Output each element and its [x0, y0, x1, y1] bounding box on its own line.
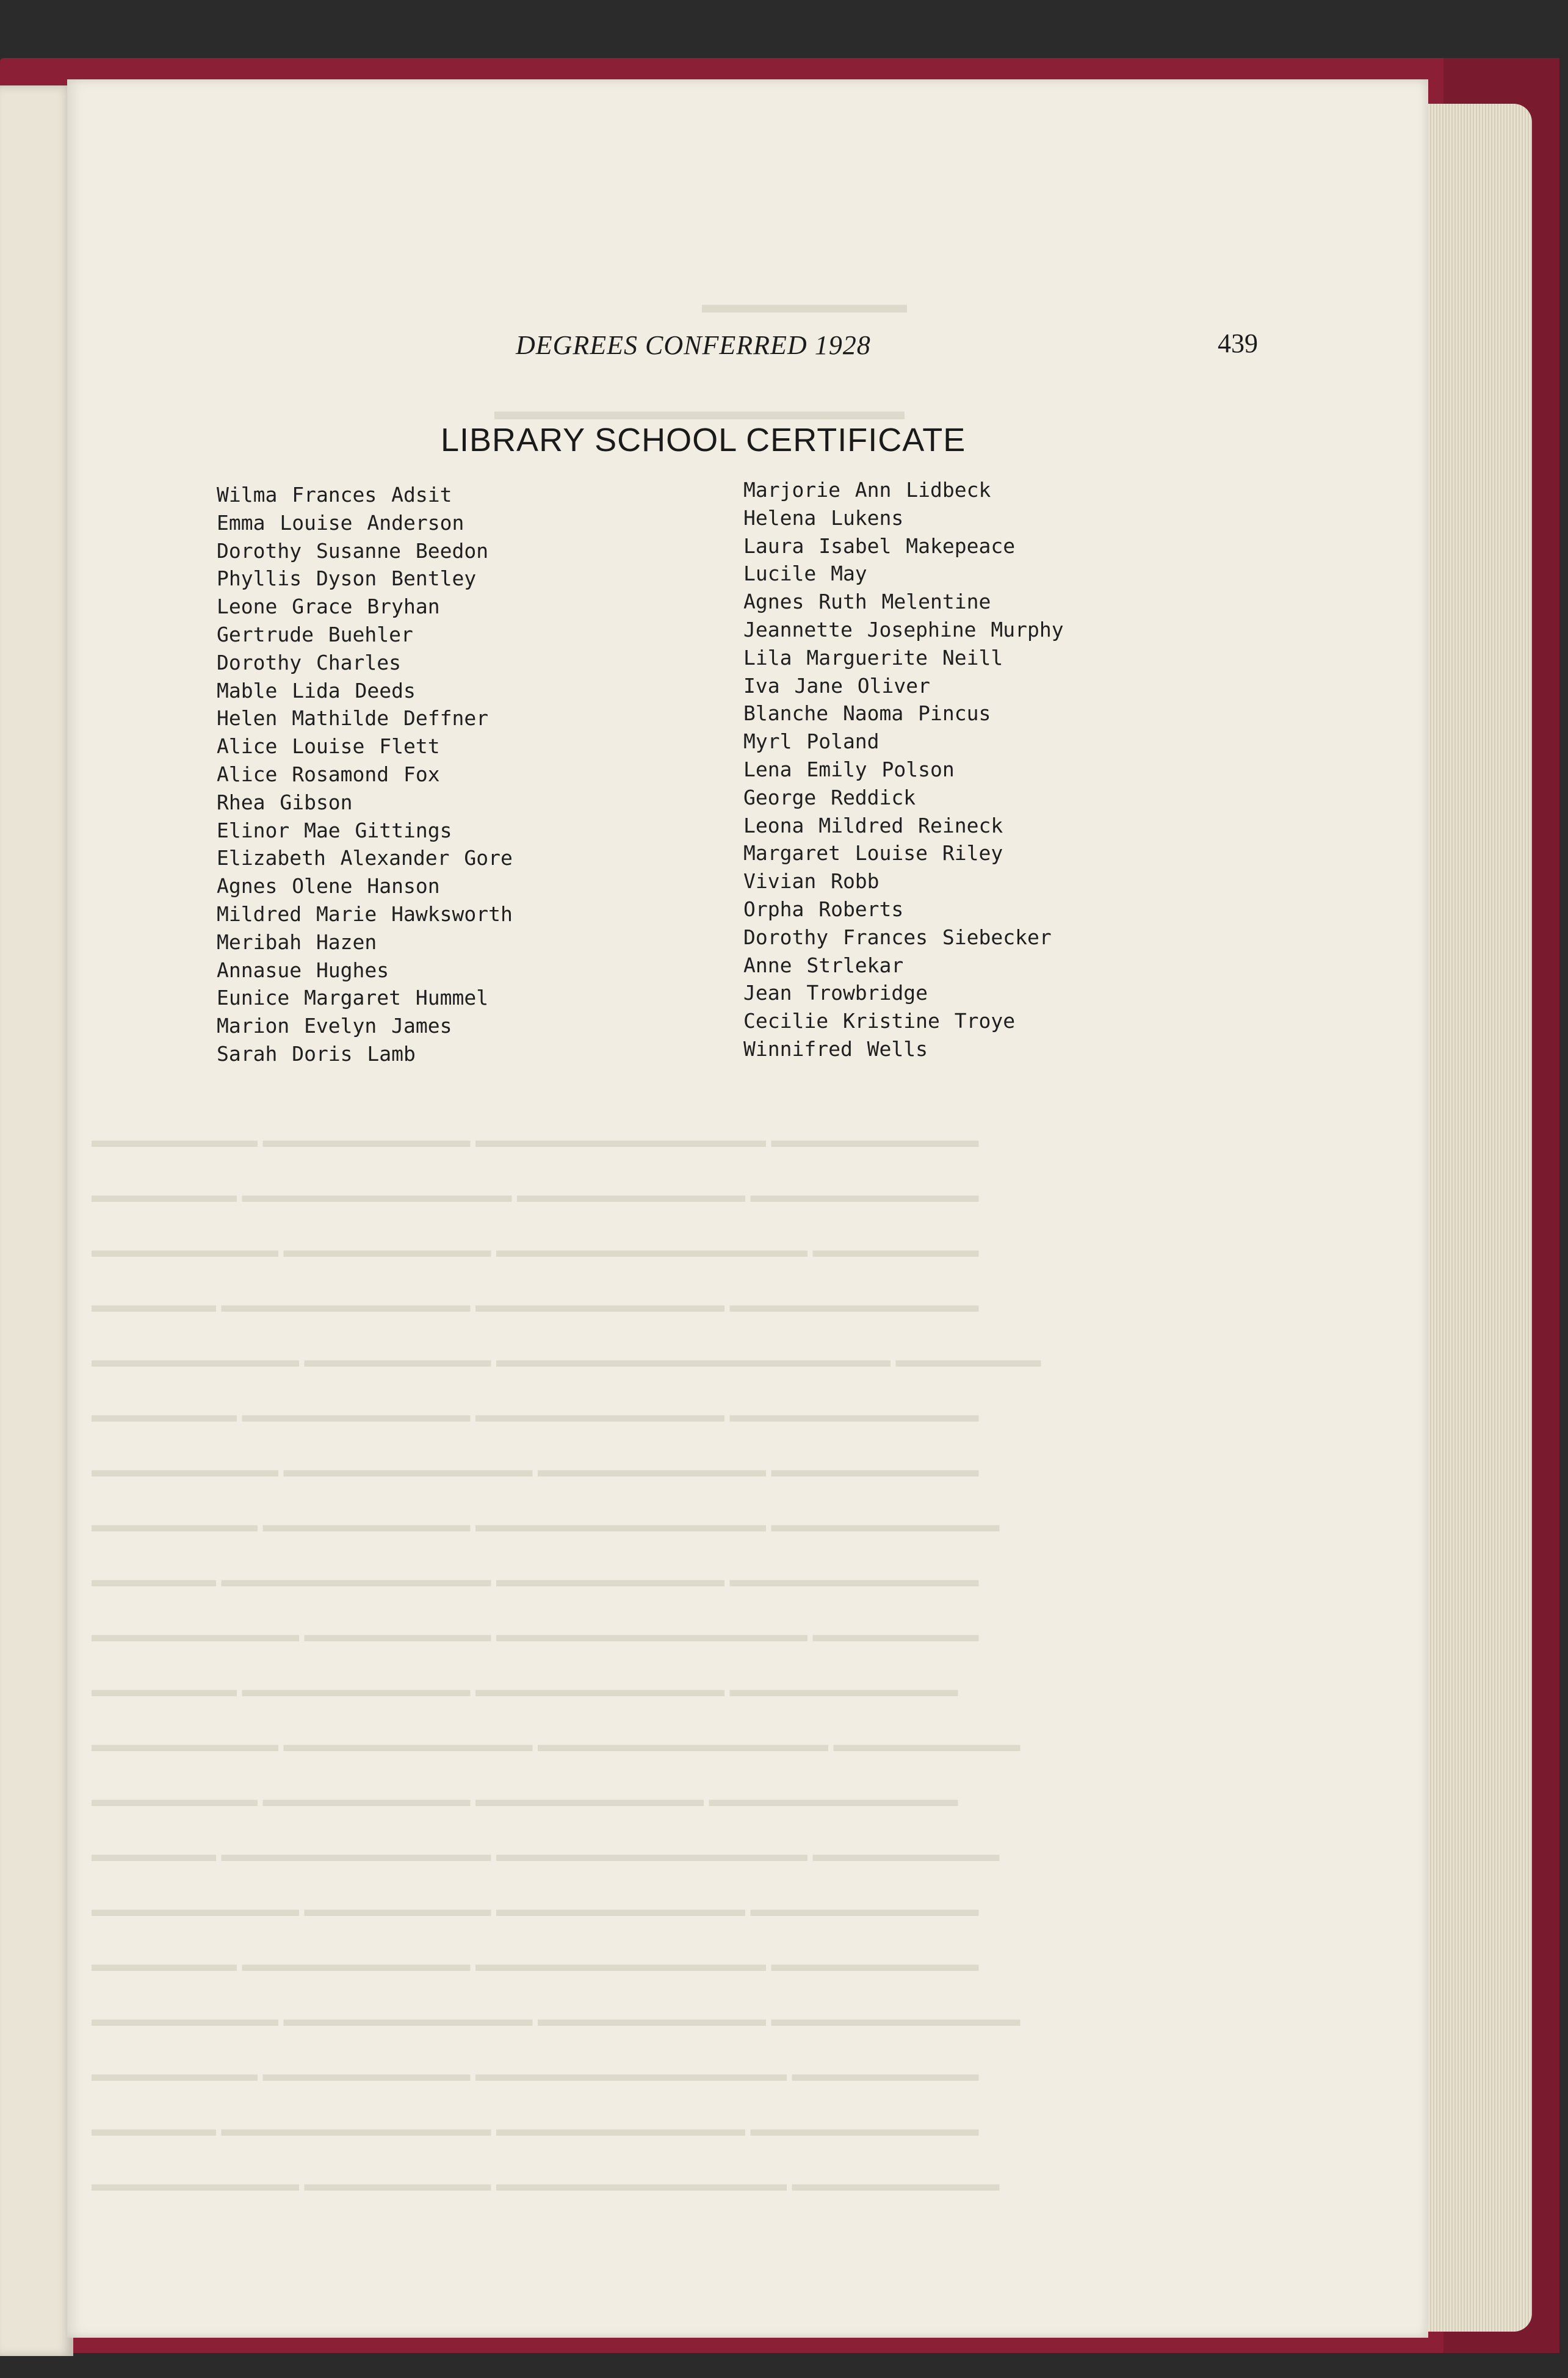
show-through-texture: ▬▬▬▬▬▬▬▬▬▬▬▬▬▬▬▬	[494, 397, 905, 425]
show-through-texture: ▬▬▬▬▬▬ ▬▬▬▬▬▬▬▬▬▬▬▬▬ ▬▬▬▬▬▬▬▬▬▬▬▬▬▬▬ ▬▬▬▬▬▬▬▬▬	[92, 1843, 1000, 1866]
name-entry: Anne Strlekar	[743, 953, 904, 977]
name-entry: Rhea Gibson	[217, 790, 353, 814]
name-entry: Lucile May	[743, 562, 867, 586]
name-entry: Blanche Naoma Pincus	[743, 701, 991, 726]
show-through-texture: ▬▬▬▬▬▬▬▬▬ ▬▬▬▬▬▬▬▬▬▬▬▬ ▬▬▬▬▬▬▬▬▬▬▬ ▬▬▬▬▬▬▬▬▬▬▬▬	[92, 2008, 1021, 2031]
show-through-texture: ▬▬▬▬▬▬▬▬ ▬▬▬▬▬▬▬▬▬▬ ▬▬▬▬▬▬▬▬▬▬▬▬▬▬ ▬▬▬▬▬▬▬▬▬▬▬	[92, 1514, 1000, 1536]
running-header: DEGREES CONFERRED 1928	[516, 330, 871, 360]
show-through-texture: ▬▬▬▬▬▬▬ ▬▬▬▬▬▬▬▬▬▬▬ ▬▬▬▬▬▬▬▬▬▬▬▬▬▬ ▬▬▬▬▬▬▬▬▬▬	[92, 1953, 979, 1976]
section-title: LIBRARY SCHOOL CERTIFICATE	[441, 422, 966, 458]
name-entry: Gertrude Buehler	[217, 622, 413, 646]
name-entry: George Reddick	[743, 785, 916, 809]
show-through-texture: ▬▬▬▬▬▬▬ ▬▬▬▬▬▬▬▬▬▬▬▬▬ ▬▬▬▬▬▬▬▬▬▬▬ ▬▬▬▬▬▬▬▬▬▬▬	[92, 1184, 979, 1207]
name-entry: Agnes Ruth Melentine	[743, 590, 991, 614]
name-entry: Agnes Olene Hanson	[217, 874, 440, 898]
name-entry: Leona Mildred Reineck	[743, 813, 1003, 837]
name-entry: Elinor Mae Gittings	[217, 818, 452, 842]
name-entry: Mable Lida Deeds	[217, 678, 416, 703]
show-through-texture: ▬▬▬▬▬▬▬▬ ▬▬▬▬▬▬▬▬▬▬ ▬▬▬▬▬▬▬▬▬▬▬ ▬▬▬▬▬▬▬▬▬▬▬▬	[92, 1788, 958, 1811]
show-through-texture: ▬▬▬▬▬▬▬ ▬▬▬▬▬▬▬▬▬▬▬ ▬▬▬▬▬▬▬▬▬▬▬▬ ▬▬▬▬▬▬▬▬▬▬▬▬	[92, 1404, 979, 1426]
name-entry: Marion Evelyn James	[217, 1014, 452, 1038]
name-entry: Phyllis Dyson Bentley	[217, 566, 477, 591]
names-left-column	[217, 481, 513, 1068]
name-entry: Elizabeth Alexander Gore	[217, 846, 513, 870]
name-entry: Dorothy Susanne Beedon	[217, 538, 489, 563]
show-through-texture: ▬▬▬▬▬▬▬▬▬▬ ▬▬▬▬▬▬▬▬▬ ▬▬▬▬▬▬▬▬▬▬▬▬▬▬ ▬▬▬▬▬▬▬▬▬▬	[92, 2173, 1000, 2195]
name-entry: Wilma Frances Adsit	[217, 483, 452, 507]
names-right-column	[743, 476, 1064, 1063]
name-entry: Lila Marguerite Neill	[743, 645, 1003, 670]
name-entry: Margaret Louise Riley	[743, 841, 1003, 866]
name-entry: Annasue Hughes	[217, 958, 389, 982]
show-through-texture: ▬▬▬▬▬▬▬▬	[702, 291, 907, 319]
name-entry: Eunice Margaret Hummel	[217, 986, 489, 1010]
show-through-texture: ▬▬▬▬▬▬▬▬▬ ▬▬▬▬▬▬▬▬▬▬▬▬ ▬▬▬▬▬▬▬▬▬▬▬▬▬▬ ▬▬▬▬▬▬▬▬▬	[92, 1733, 1021, 1756]
name-entry: Alice Louise Flett	[217, 734, 440, 759]
book-page	[67, 79, 1428, 2338]
name-entry: Mildred Marie Hawksworth	[217, 902, 513, 926]
show-through-texture: ▬▬▬▬▬▬▬▬▬▬ ▬▬▬▬▬▬▬▬▬ ▬▬▬▬▬▬▬▬▬▬▬▬▬▬▬ ▬▬▬▬▬▬▬▬	[92, 1624, 979, 1646]
show-through-texture: ▬▬▬▬▬▬▬▬ ▬▬▬▬▬▬▬▬▬▬ ▬▬▬▬▬▬▬▬▬▬▬▬▬▬▬ ▬▬▬▬▬▬▬▬▬	[92, 2063, 979, 2086]
show-through-texture: ▬▬▬▬▬▬▬▬▬▬ ▬▬▬▬▬▬▬▬▬ ▬▬▬▬▬▬▬▬▬▬▬▬▬▬▬▬▬▬▬ ▬▬▬▬▬▬▬	[92, 1349, 1041, 1372]
name-entry: Helen Mathilde Deffner	[217, 706, 489, 731]
name-entry: Myrl Poland	[743, 729, 880, 754]
name-entry: Lena Emily Polson	[743, 757, 955, 781]
name-entry: Iva Jane Oliver	[743, 673, 931, 698]
name-entry: Helena Lukens	[743, 505, 904, 530]
name-entry: Winnifred Wells	[743, 1036, 928, 1061]
name-entry: Alice Rosamond Fox	[217, 762, 440, 786]
name-entry: Sarah Doris Lamb	[217, 1041, 416, 1066]
page-stack-edge	[1422, 104, 1532, 2332]
name-entry: Emma Louise Anderson	[217, 510, 464, 535]
name-entry: Marjorie Ann Lidbeck	[743, 478, 991, 502]
name-entry: Vivian Robb	[743, 869, 880, 894]
show-through-texture: ▬▬▬▬▬▬▬▬▬ ▬▬▬▬▬▬▬▬▬▬▬▬ ▬▬▬▬▬▬▬▬▬▬▬ ▬▬▬▬▬▬▬▬▬▬	[92, 1459, 979, 1481]
page-number: 439	[1218, 328, 1258, 358]
name-entry: Cecilie Kristine Troye	[743, 1009, 1016, 1033]
name-entry: Orpha Roberts	[743, 897, 904, 921]
show-through-texture: ▬▬▬▬▬▬ ▬▬▬▬▬▬▬▬▬▬▬▬▬ ▬▬▬▬▬▬▬▬▬▬▬ ▬▬▬▬▬▬▬▬▬▬▬▬	[92, 1569, 979, 1591]
show-through-texture: ▬▬▬▬▬▬▬▬ ▬▬▬▬▬▬▬▬▬▬ ▬▬▬▬▬▬▬▬▬▬▬▬▬▬ ▬▬▬▬▬▬▬▬▬▬	[92, 1129, 979, 1152]
name-entry: Leone Grace Bryhan	[217, 594, 440, 619]
name-entry: Meribah Hazen	[217, 930, 377, 954]
show-through-texture: ▬▬▬▬▬▬▬▬▬ ▬▬▬▬▬▬▬▬▬▬ ▬▬▬▬▬▬▬▬▬▬▬▬▬▬▬ ▬▬▬▬▬▬▬▬	[92, 1239, 979, 1262]
show-through-texture: ▬▬▬▬▬▬ ▬▬▬▬▬▬▬▬▬▬▬▬ ▬▬▬▬▬▬▬▬▬▬▬▬ ▬▬▬▬▬▬▬▬▬▬▬▬	[92, 1294, 979, 1317]
show-through-texture: ▬▬▬▬▬▬ ▬▬▬▬▬▬▬▬▬▬▬▬▬ ▬▬▬▬▬▬▬▬▬▬▬▬ ▬▬▬▬▬▬▬▬▬▬▬	[92, 2118, 979, 2141]
name-entry: Dorothy Charles	[217, 650, 402, 674]
name-entry: Laura Isabel Makepeace	[743, 533, 1016, 558]
name-entry: Jeannette Josephine Murphy	[743, 617, 1064, 641]
show-through-texture: ▬▬▬▬▬▬▬▬▬▬ ▬▬▬▬▬▬▬▬▬ ▬▬▬▬▬▬▬▬▬▬▬▬ ▬▬▬▬▬▬▬▬▬▬▬	[92, 1898, 979, 1921]
previous-page-edge	[0, 85, 73, 2356]
name-entry: Dorothy Frances Siebecker	[743, 925, 1052, 949]
name-entry: Jean Trowbridge	[743, 981, 928, 1005]
show-through-texture: ▬▬▬▬▬▬▬ ▬▬▬▬▬▬▬▬▬▬▬ ▬▬▬▬▬▬▬▬▬▬▬▬ ▬▬▬▬▬▬▬▬▬▬▬	[92, 1679, 958, 1701]
